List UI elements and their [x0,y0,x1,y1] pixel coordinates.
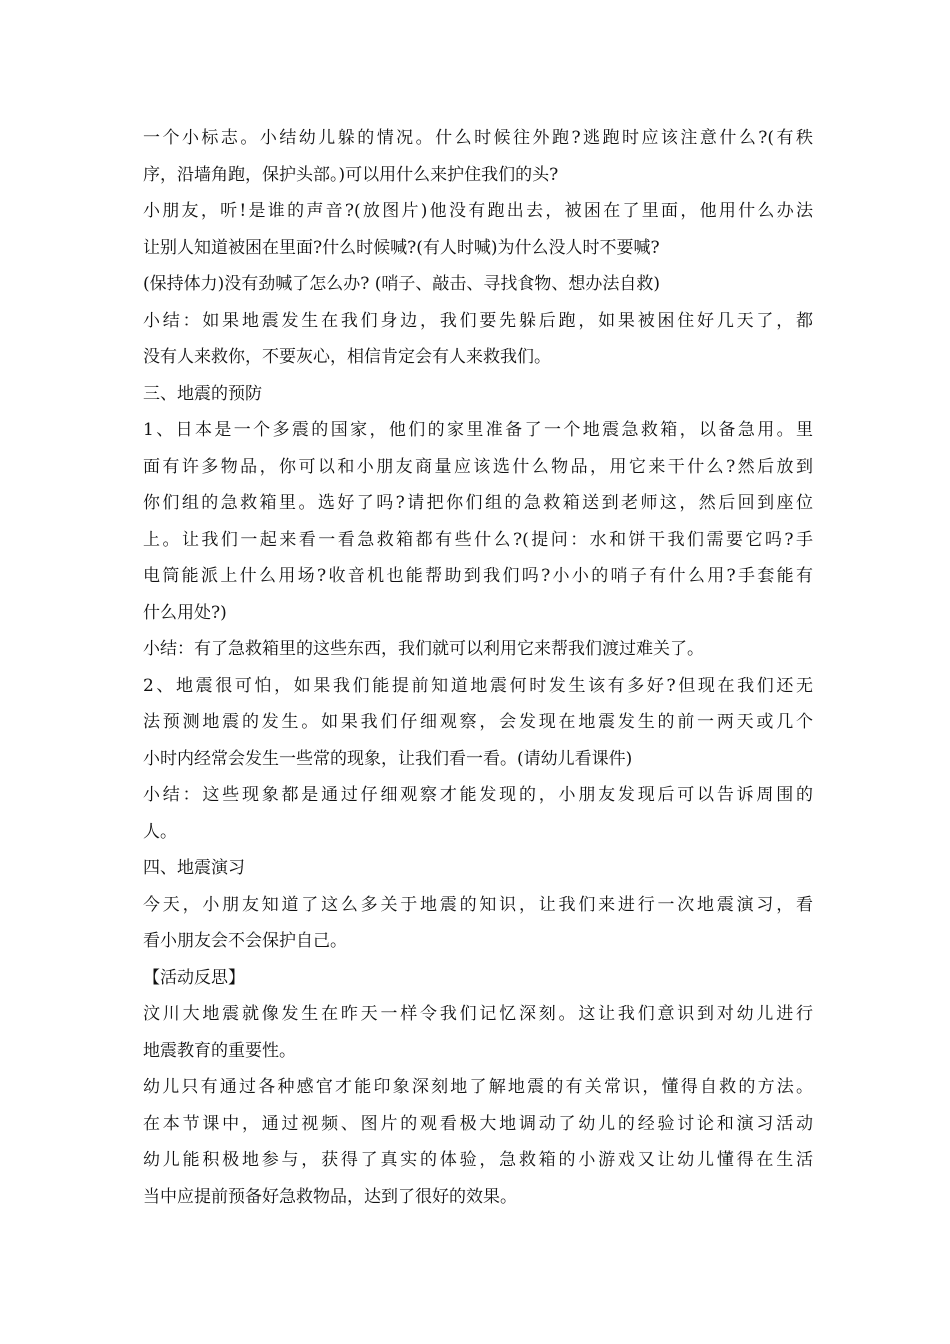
text-line: 人。 [143,821,177,842]
document-page [143,120,813,1215]
text-line: 三、地震的预防 [143,383,262,404]
text-line: 小时内经常会发生一些常的现象，让我们看一看。(请幼儿看课件) [143,748,633,769]
text-line: 小朋友，听!是谁的声音?(放图片)他没有跑出去，被困在了里面，他用什么办法 [143,201,813,221]
text-line: 四、地震演习 [143,858,245,878]
text-line: 当中应提前预备好急救物品，达到了很好的效果。 [143,1186,517,1207]
text-line: 一个小标志。小结幼儿躲的情况。什么时候往外跑?逃跑时应该注意什么?(有秩 [143,128,813,148]
text-line: 汶川大地震就像发生在昨天一样令我们记忆深刻。这让我们意识到对幼儿进行 [143,1004,813,1024]
text-line: 幼儿能积极地参与，获得了真实的体验，急救箱的小游戏又让幼儿懂得在生活 [143,1150,813,1170]
text-line: 小结：如果地震发生在我们身边，我们要先躲后跑，如果被困住好几天了，都 [143,310,813,331]
text-line: 小结：有了急救箱里的这些东西，我们就可以利用它来帮我们渡过难关了。 [143,639,704,659]
text-line: 小结：这些现象都是通过仔细观察才能发现的，小朋友发现后可以告诉周围的 [143,785,813,805]
text-line: 什么用处?) [143,602,227,623]
text-line: 看小朋友会不会保护自己。 [143,931,347,951]
text-line: 序，沿墙角跑，保护头部。)可以用什么来护住我们的头? [143,164,559,185]
text-line: (保持体力)没有劲喊了怎么办? (哨子、敲击、寻找食物、想办法自救) [143,274,661,294]
text-line: 上。让我们一起来看一看急救箱都有些什么?(提问：水和饼干我们需要它吗?手 [143,529,813,550]
text-line: 【活动反思】 [143,967,245,988]
text-line: 1、日本是一个多震的国家，他们的家里准备了一个地震急救箱，以备急用。里 [143,420,813,440]
text-line: 让别人知道被困在里面?什么时候喊?(有人时喊)为什么没人时不要喊? [143,237,660,258]
text-line: 在本节课中，通过视频、图片的观看极大地调动了幼儿的经验讨论和演习活动 [143,1113,813,1134]
text-line: 幼儿只有通过各种感官才能印象深刻地了解地震的有关常识，懂得自救的方法。 [143,1077,813,1097]
text-line: 电筒能派上什么用场?收音机也能帮助到我们吗?小小的哨子有什么用?手套能有 [143,566,813,586]
text-line: 没有人来救你，不要灰心，相信肯定会有人来救我们。 [143,347,551,367]
text-line: 法预测地震的发生。如果我们仔细观察，会发现在地震发生的前一两天或几个 [143,712,813,732]
text-line: 2、地震很可怕，如果我们能提前知道地震何时发生该有多好?但现在我们还无 [143,675,813,696]
text-line: 面有许多物品，你可以和小朋友商量应该选什么物品，用它来干什么?然后放到 [143,456,813,477]
text-line: 今天，小朋友知道了这么多关于地震的知识，让我们来进行一次地震演习，看 [143,894,813,915]
text-line: 你们组的急救箱里。选好了吗?请把你们组的急救箱送到老师这，然后回到座位 [143,493,813,513]
text-line: 地震教育的重要性。 [143,1040,296,1061]
